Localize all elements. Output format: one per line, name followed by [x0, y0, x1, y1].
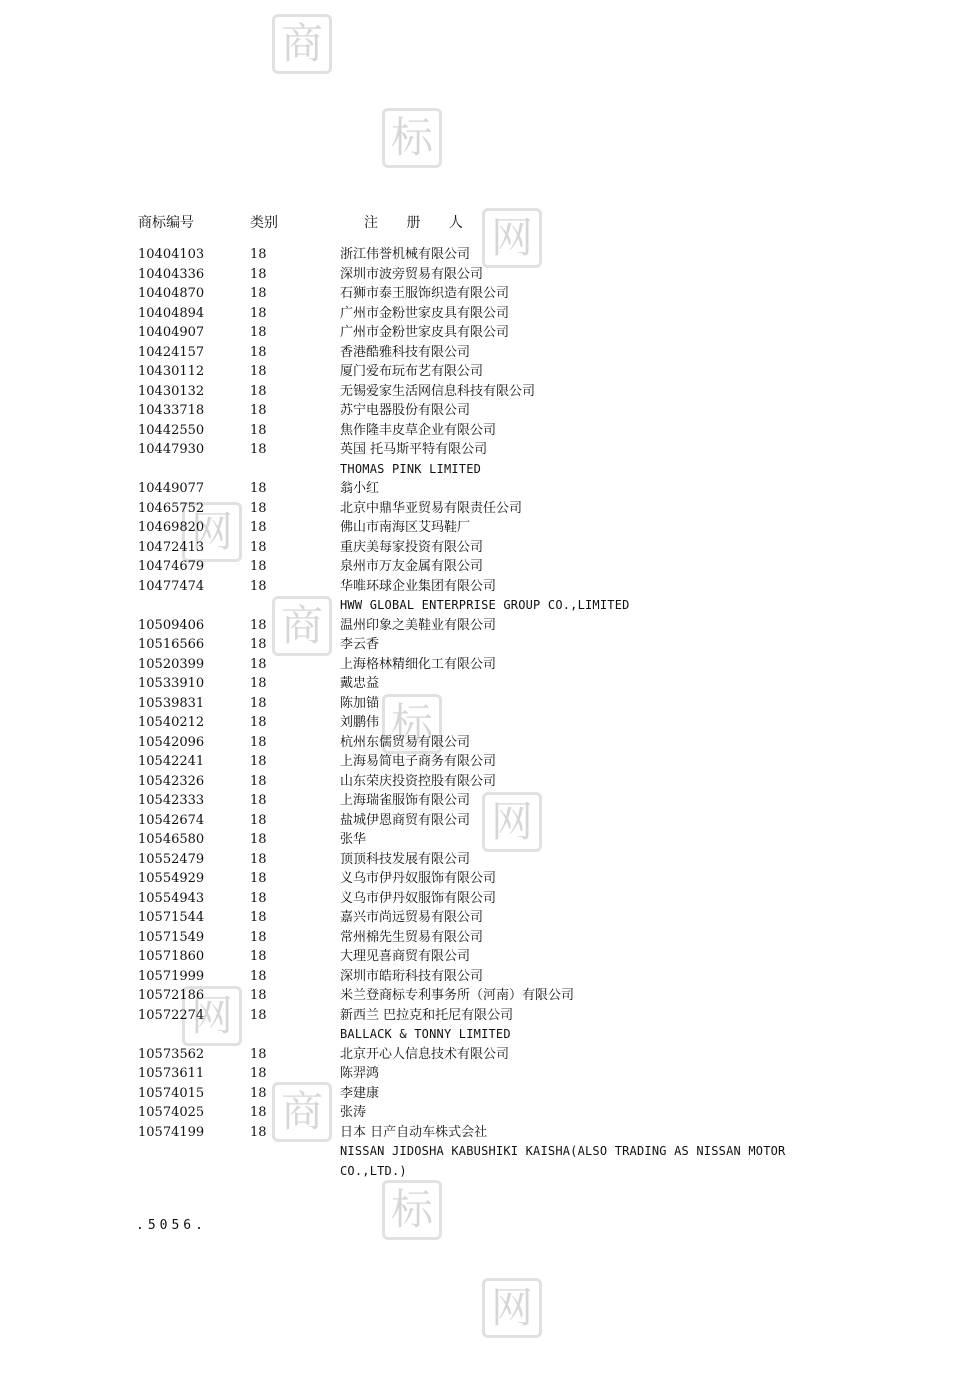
table-row — [138, 1084, 838, 1104]
registrant-name: BALLACK & TONNY LIMITED — [340, 1027, 511, 1041]
trademark-number: 10442550 — [138, 422, 205, 438]
table-row — [138, 869, 838, 889]
registrant-name: 英国 托马斯平特有限公司 — [340, 442, 488, 457]
registrant-name: 米兰登商标专利事务所（河南）有限公司 — [340, 988, 575, 1003]
registrant-name: 刘鹏伟 — [340, 715, 380, 730]
column-header-class: 类别 — [250, 215, 278, 231]
trademark-class: 18 — [250, 247, 267, 262]
table-row — [138, 811, 838, 831]
trademark-number: 10404894 — [138, 305, 205, 321]
table-row — [138, 1142, 838, 1181]
trademark-class: 18 — [250, 754, 267, 769]
watermark-stamp: 商 — [272, 596, 332, 656]
trademark-number: 10574199 — [138, 1124, 205, 1140]
registrant-name: 日本 日产自动车株式会社 — [340, 1124, 488, 1140]
trademark-class: 18 — [250, 266, 267, 282]
table-row — [138, 304, 838, 324]
table-row — [138, 967, 838, 987]
table-row — [138, 986, 838, 1006]
table-row — [138, 343, 838, 363]
registrant-name: 李云香 — [340, 637, 380, 652]
table-row — [138, 557, 838, 577]
trademark-class: 18 — [250, 773, 267, 789]
trademark-number: 10554929 — [138, 871, 205, 886]
trademark-number: 10404907 — [138, 325, 205, 340]
table-row — [138, 265, 838, 285]
table-row — [138, 460, 838, 480]
page-number: .5056. — [136, 1218, 207, 1233]
trademark-class: 18 — [250, 988, 267, 1003]
table-row — [138, 674, 838, 694]
trademark-number: 10542333 — [138, 793, 205, 808]
table-row — [138, 694, 838, 714]
registrant-name: 华唯环球企业集团有限公司 — [340, 578, 497, 594]
table-row — [138, 362, 838, 382]
trademark-number: 10472413 — [138, 539, 205, 555]
registrant-name: 常州棉先生贸易有限公司 — [340, 929, 484, 945]
trademark-number: 10542241 — [138, 754, 205, 769]
trademark-number: 10520399 — [138, 656, 205, 672]
table-row — [138, 655, 838, 675]
trademark-class: 18 — [250, 539, 267, 555]
trademark-class: 18 — [250, 832, 267, 847]
trademark-number: 10571549 — [138, 929, 205, 945]
trademark-class: 18 — [250, 286, 267, 301]
registrant-name: 李建康 — [340, 1085, 380, 1101]
trademark-class: 18 — [250, 929, 267, 945]
trademark-class: 18 — [250, 1105, 267, 1120]
registrant-name: 上海瑞雀服饰有限公司 — [340, 793, 471, 808]
trademark-number: 10533910 — [138, 676, 205, 691]
trademark-class: 18 — [250, 422, 267, 438]
watermark-stamp: 网 — [482, 792, 542, 852]
registrant-name: 陈羿鸿 — [340, 1066, 380, 1081]
table-row — [138, 382, 838, 402]
table-row — [138, 577, 838, 597]
registrant-name: 深圳市皓珩科技有限公司 — [340, 968, 484, 984]
trademark-number: 10571860 — [138, 949, 205, 964]
trademark-number: 10430132 — [138, 383, 205, 399]
column-header-trademark-no: 商标编号 — [138, 215, 194, 231]
trademark-class: 18 — [250, 812, 267, 828]
trademark-class: 18 — [250, 871, 267, 886]
watermark-stamp: 标 — [382, 1180, 442, 1240]
registrant-name: 深圳市波旁贸易有限公司 — [340, 266, 484, 282]
trademark-number: 10449077 — [138, 481, 205, 496]
watermark-stamp: 标 — [382, 108, 442, 168]
trademark-number: 10469820 — [138, 520, 205, 535]
table-row — [138, 440, 838, 460]
table-row — [138, 1064, 838, 1084]
table-row — [138, 1006, 838, 1026]
table-row — [138, 245, 838, 265]
trademark-class: 18 — [250, 325, 267, 340]
registrant-name: 陈加锚 — [340, 695, 380, 711]
trademark-number: 10516566 — [138, 637, 205, 652]
trademark-class: 18 — [250, 656, 267, 672]
trademark-class: 18 — [250, 500, 267, 516]
table-row — [138, 1045, 838, 1065]
table-row — [138, 908, 838, 928]
trademark-class: 18 — [250, 1124, 267, 1140]
trademark-class: 18 — [250, 949, 267, 964]
table-row — [138, 791, 838, 811]
table-row — [138, 928, 838, 948]
trademark-number: 10474679 — [138, 559, 205, 574]
registrant-name: 杭州东儒贸易有限公司 — [340, 734, 471, 750]
registrant-name: 广州市金粉世家皮具有限公司 — [340, 305, 510, 321]
table-row — [138, 401, 838, 421]
registrant-name: 顶顶科技发展有限公司 — [340, 851, 471, 867]
trademark-class: 18 — [250, 364, 267, 379]
table-row — [138, 635, 838, 655]
trademark-class: 18 — [250, 1085, 267, 1101]
table-row — [138, 733, 838, 753]
registrant-name: 泉州市万友金属有限公司 — [340, 559, 484, 574]
trademark-class: 18 — [250, 851, 267, 867]
trademark-class: 18 — [250, 305, 267, 321]
trademark-class: 18 — [250, 968, 267, 984]
registrant-name: 厦门爱布玩布艺有限公司 — [340, 364, 484, 379]
registrant-name: 焦作隆丰皮草企业有限公司 — [340, 422, 497, 438]
registrant-name: 大理见喜商贸有限公司 — [340, 949, 471, 964]
trademark-class: 18 — [250, 1046, 267, 1062]
registrant-name: 温州印象之美鞋业有限公司 — [340, 617, 497, 633]
registrant-name: 盐城伊恩商贸有限公司 — [340, 812, 471, 828]
trademark-list — [138, 245, 838, 1181]
table-row — [138, 323, 838, 343]
table-row — [138, 772, 838, 792]
trademark-number: 10404870 — [138, 286, 205, 301]
trademark-class: 18 — [250, 910, 267, 925]
watermark-stamp: 标 — [382, 694, 442, 754]
table-row — [138, 1025, 838, 1045]
trademark-class: 18 — [250, 442, 267, 457]
trademark-number: 10542096 — [138, 734, 205, 750]
registrant-name: 山东荣庆投资控股有限公司 — [340, 773, 497, 789]
trademark-class: 18 — [250, 715, 267, 730]
table-row — [138, 752, 838, 772]
trademark-number: 10424157 — [138, 344, 205, 360]
table-row — [138, 1103, 838, 1123]
registrant-name: 浙江伟誉机械有限公司 — [340, 247, 471, 262]
trademark-number: 10509406 — [138, 617, 205, 633]
trademark-number: 10572274 — [138, 1007, 205, 1023]
table-row — [138, 284, 838, 304]
registrant-name: 北京开心人信息技术有限公司 — [340, 1046, 510, 1062]
watermark-stamp: 网 — [182, 502, 242, 562]
table-row — [138, 479, 838, 499]
table-row — [138, 830, 838, 850]
trademark-class: 18 — [250, 695, 267, 711]
trademark-number: 10542326 — [138, 773, 205, 789]
table-row — [138, 538, 838, 558]
registrant-name: 重庆美每家投资有限公司 — [340, 539, 484, 555]
watermark-stamp: 商 — [272, 14, 332, 74]
registrant-name: NISSAN JIDOSHA KABUSHIKI KAISHA(ALSO TRADING AS NISSAN MOTOR CO.,LTD.) — [340, 1144, 786, 1178]
trademark-number: 10571999 — [138, 968, 205, 984]
watermark-stamp: 网 — [482, 208, 542, 268]
trademark-class: 18 — [250, 403, 267, 418]
registrant-name: 北京中鼎华亚贸易有限责任公司 — [340, 500, 523, 516]
trademark-number: 10542674 — [138, 812, 205, 828]
registrant-name: 无锡爱家生活网信息科技有限公司 — [340, 383, 536, 399]
registrant-name: 张华 — [340, 832, 367, 847]
registrant-name: 苏宁电器股份有限公司 — [340, 403, 471, 418]
registrant-name: 佛山市南海区艾玛鞋厂 — [340, 520, 471, 535]
table-row — [138, 947, 838, 967]
trademark-number: 10574025 — [138, 1105, 205, 1120]
table-row — [138, 1123, 838, 1143]
trademark-class: 18 — [250, 1066, 267, 1081]
registrant-name: 上海易简电子商务有限公司 — [340, 754, 497, 769]
trademark-number: 10573611 — [138, 1066, 205, 1081]
trademark-class: 18 — [250, 617, 267, 633]
trademark-number: 10574015 — [138, 1085, 205, 1101]
registrant-name: 石狮市泰王服饰织造有限公司 — [340, 286, 510, 301]
trademark-class: 18 — [250, 890, 267, 906]
trademark-number: 10465752 — [138, 500, 205, 516]
trademark-class: 18 — [250, 676, 267, 691]
column-header-registrant: 注 册 人 — [364, 215, 475, 231]
trademark-class: 18 — [250, 1007, 267, 1023]
trademark-number: 10430112 — [138, 364, 205, 379]
trademark-number: 10552479 — [138, 851, 205, 867]
registrant-name: 广州市金粉世家皮具有限公司 — [340, 325, 510, 340]
table-row — [138, 889, 838, 909]
trademark-number: 10539831 — [138, 695, 205, 711]
trademark-number: 10571544 — [138, 910, 205, 925]
registrant-name: HWW GLOBAL ENTERPRISE GROUP CO.,LIMITED — [340, 598, 630, 612]
table-row — [138, 421, 838, 441]
trademark-class: 18 — [250, 559, 267, 574]
trademark-class: 18 — [250, 793, 267, 808]
trademark-number: 10404103 — [138, 247, 205, 262]
watermark-stamp: 网 — [182, 986, 242, 1046]
trademark-number: 10572186 — [138, 988, 205, 1003]
trademark-class: 18 — [250, 637, 267, 652]
trademark-number: 10540212 — [138, 715, 205, 730]
trademark-number: 10554943 — [138, 890, 205, 906]
registrant-name: 戴忠益 — [340, 676, 380, 691]
trademark-number: 10573562 — [138, 1046, 205, 1062]
registrant-name: 义乌市伊丹奴服饰有限公司 — [340, 890, 497, 906]
trademark-class: 18 — [250, 344, 267, 360]
trademark-class: 18 — [250, 383, 267, 399]
table-row — [138, 713, 838, 733]
table-header — [138, 212, 838, 232]
trademark-class: 18 — [250, 734, 267, 750]
watermark-stamp: 网 — [482, 1278, 542, 1338]
trademark-class: 18 — [250, 578, 267, 594]
registrant-name: 张涛 — [340, 1105, 367, 1120]
trademark-number: 10433718 — [138, 403, 205, 418]
registrant-name: 嘉兴市尚远贸易有限公司 — [340, 910, 484, 925]
trademark-number: 10477474 — [138, 578, 205, 594]
registrant-name: 香港酷雅科技有限公司 — [340, 344, 471, 360]
table-row — [138, 518, 838, 538]
trademark-number: 10447930 — [138, 442, 205, 457]
trademark-class: 18 — [250, 481, 267, 496]
watermark-stamp: 商 — [272, 1082, 332, 1142]
table-row — [138, 499, 838, 519]
registrant-name: THOMAS PINK LIMITED — [340, 461, 482, 476]
table-row — [138, 596, 838, 616]
registrant-name: 上海格林精细化工有限公司 — [340, 656, 497, 672]
registrant-name: 新西兰 巴拉克和托尼有限公司 — [340, 1007, 514, 1023]
trademark-number: 10546580 — [138, 832, 205, 847]
registrant-name: 翁小红 — [340, 481, 380, 496]
trademark-number: 10404336 — [138, 266, 205, 282]
table-row — [138, 850, 838, 870]
registrant-name: 义乌市伊丹奴服饰有限公司 — [340, 871, 497, 886]
table-row — [138, 616, 838, 636]
trademark-class: 18 — [250, 520, 267, 535]
